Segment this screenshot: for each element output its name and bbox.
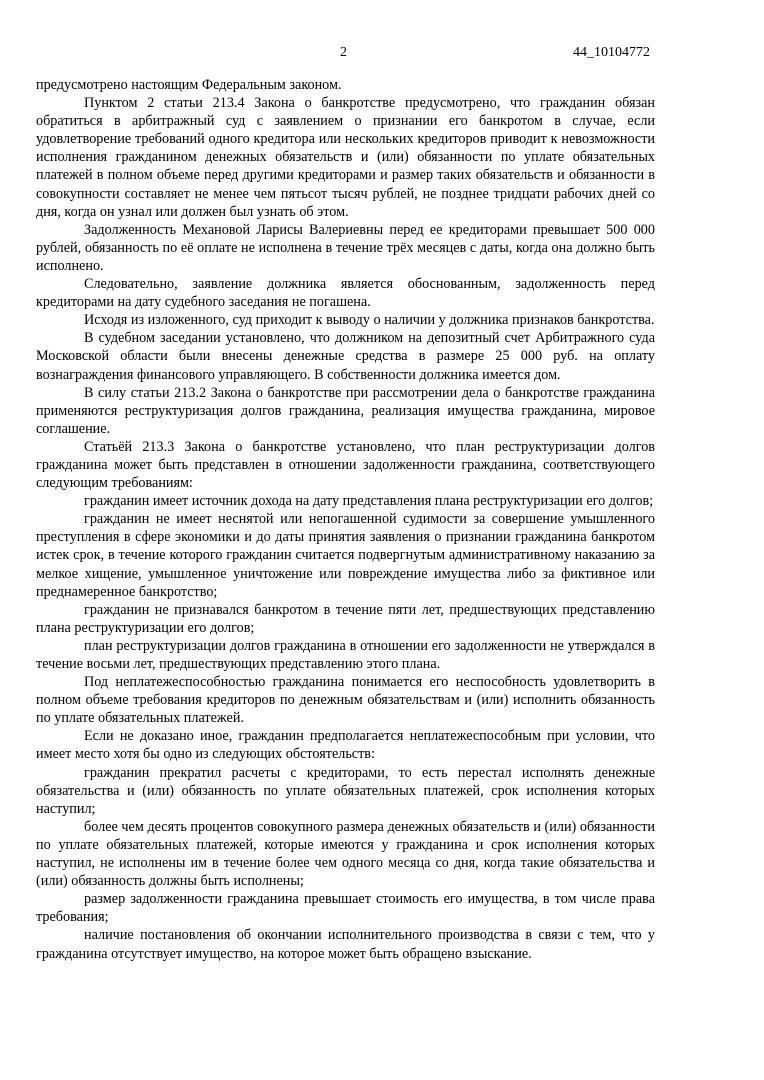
list-item-stopped-payments: гражданин прекратил расчеты с кредиторами, то есть перестал исполнять денежные обязательства и (или) обязанность по уплате обязательных платежей, срок исполнения которых наступил; (36, 764, 655, 817)
list-item-not-bankrupt: гражданин не признавался банкротом в течение пяти лет, предшествующих представлению плана реструктуризации его долгов; (36, 601, 655, 636)
paragraph-presumption: Если не доказано иное, гражданин предполагается неплатежеспособным при условии, что имеет место хотя бы одно из следующих обстоятельств: (36, 728, 655, 763)
document-body (36, 76, 655, 963)
list-item-no-conviction: гражданин не имеет неснятой или непогашенной судимости за совершение умышленного преступления в сфере экономики и до даты принятия заявления о признании гражданина банкротом истек срок, в течение которого гражданин считается подвергнутым административному наказанию за мелкое хищение, умышленное уничтожение или повреждение имущества либо за фиктивное или преднамеренное банкротство; (36, 511, 655, 600)
paragraph-insolvency-definition: Под неплатежеспособностью гражданина понимается его неспособность удовлетворить в полном объеме требования кредиторов по денежным обязательствам и (или) исполнить обязанность по уплате обязательных платежей. (36, 674, 655, 727)
document-id: 44_10104772 (573, 45, 650, 60)
paragraph-continuation: предусмотрено настоящим Федеральным законом. (36, 77, 342, 93)
list-item-ten-percent: более чем десять процентов совокупного размера денежных обязательств и (или) обязанности по уплате обязательных платежей, которые имеются у гражданина и срок исполнения которых наступил, не исполнены им в течение более чем одного месяца со дня, когда такие обязательства и (или) обязанность должны быть исполнены; (36, 818, 655, 890)
paragraph-application-justified: Следовательно, заявление должника является обоснованным, задолженность перед кредиторами на дату судебного заседания не погашена. (36, 276, 655, 311)
paragraph-article-213-3: Статьёй 213.3 Закона о банкротстве установлено, что план реструктуризации долгов гражданина может быть представлен в отношении задолженности гражданина, соответствующего следующим требованиям: (36, 438, 655, 492)
page-number: 2 (340, 45, 347, 60)
list-item-debt-exceeds-property: размер задолженности гражданина превышает стоимость его имущества, в том числе права требования; (36, 891, 655, 926)
paragraph-article-213-4: Пунктом 2 статьи 213.4 Закона о банкротстве предусмотрено, что гражданин обязан обратиться в арбитражный суд с заявлением о признании его банкротом в случае, если удовлетворение требований одного кредитора или нескольких кредиторов приводит к невозможности исполнения гражданином денежных обязательств и (или) обязанности по уплате обязательных платежей в полном объеме перед другими кредиторами и размер таких обязательств и обязанности в совокупности составляет не менее чем пятьсот тысяч рублей, не позднее тридцати рабочих дней со дня, когда он узнал или должен был узнать об этом. (36, 95, 655, 220)
paragraph-conclusion: Исходя из изложенного, суд приходит к выводу о наличии у должника признаков банкротства. (84, 312, 655, 329)
paragraph-article-213-2: В силу статьи 213.2 Закона о банкротстве при рассмотрении дела о банкротстве гражданина применяются реструктуризация долгов гражданина, реализация имущества гражданина, мировое соглашение. (36, 384, 655, 437)
list-item-enforcement-ended: наличие постановления об окончании исполнительного производства в связи с тем, что у гражданина отсутствует имущество, на которое может быть обращено взыскание. (36, 927, 655, 962)
list-item-plan-not-approved: план реструктуризации долгов гражданина в отношении его задолженности не утверждался в течение восьми лет, предшествующих представлению этого плана. (36, 637, 655, 672)
paragraph-debt-amount: Задолженность Механовой Ларисы Валериевны перед ее кредиторами превышает 500 000 рублей, обязанность по её оплате не исполнена в течение трёх месяцев с даты, когда она должно быть исполнено. (36, 221, 655, 274)
paragraph-deposit: В судебном заседании установлено, что должником на депозитный счет Арбитражного суда Московской области были внесены денежные средства в размере 25 000 руб. на оплату вознаграждения финансового управляющего. В собственности должника имеется дом. (36, 330, 655, 383)
list-item-income-source: гражданин имеет источник дохода на дату представления плана реструктуризации его долгов; (84, 493, 654, 510)
page-header (0, 45, 764, 65)
